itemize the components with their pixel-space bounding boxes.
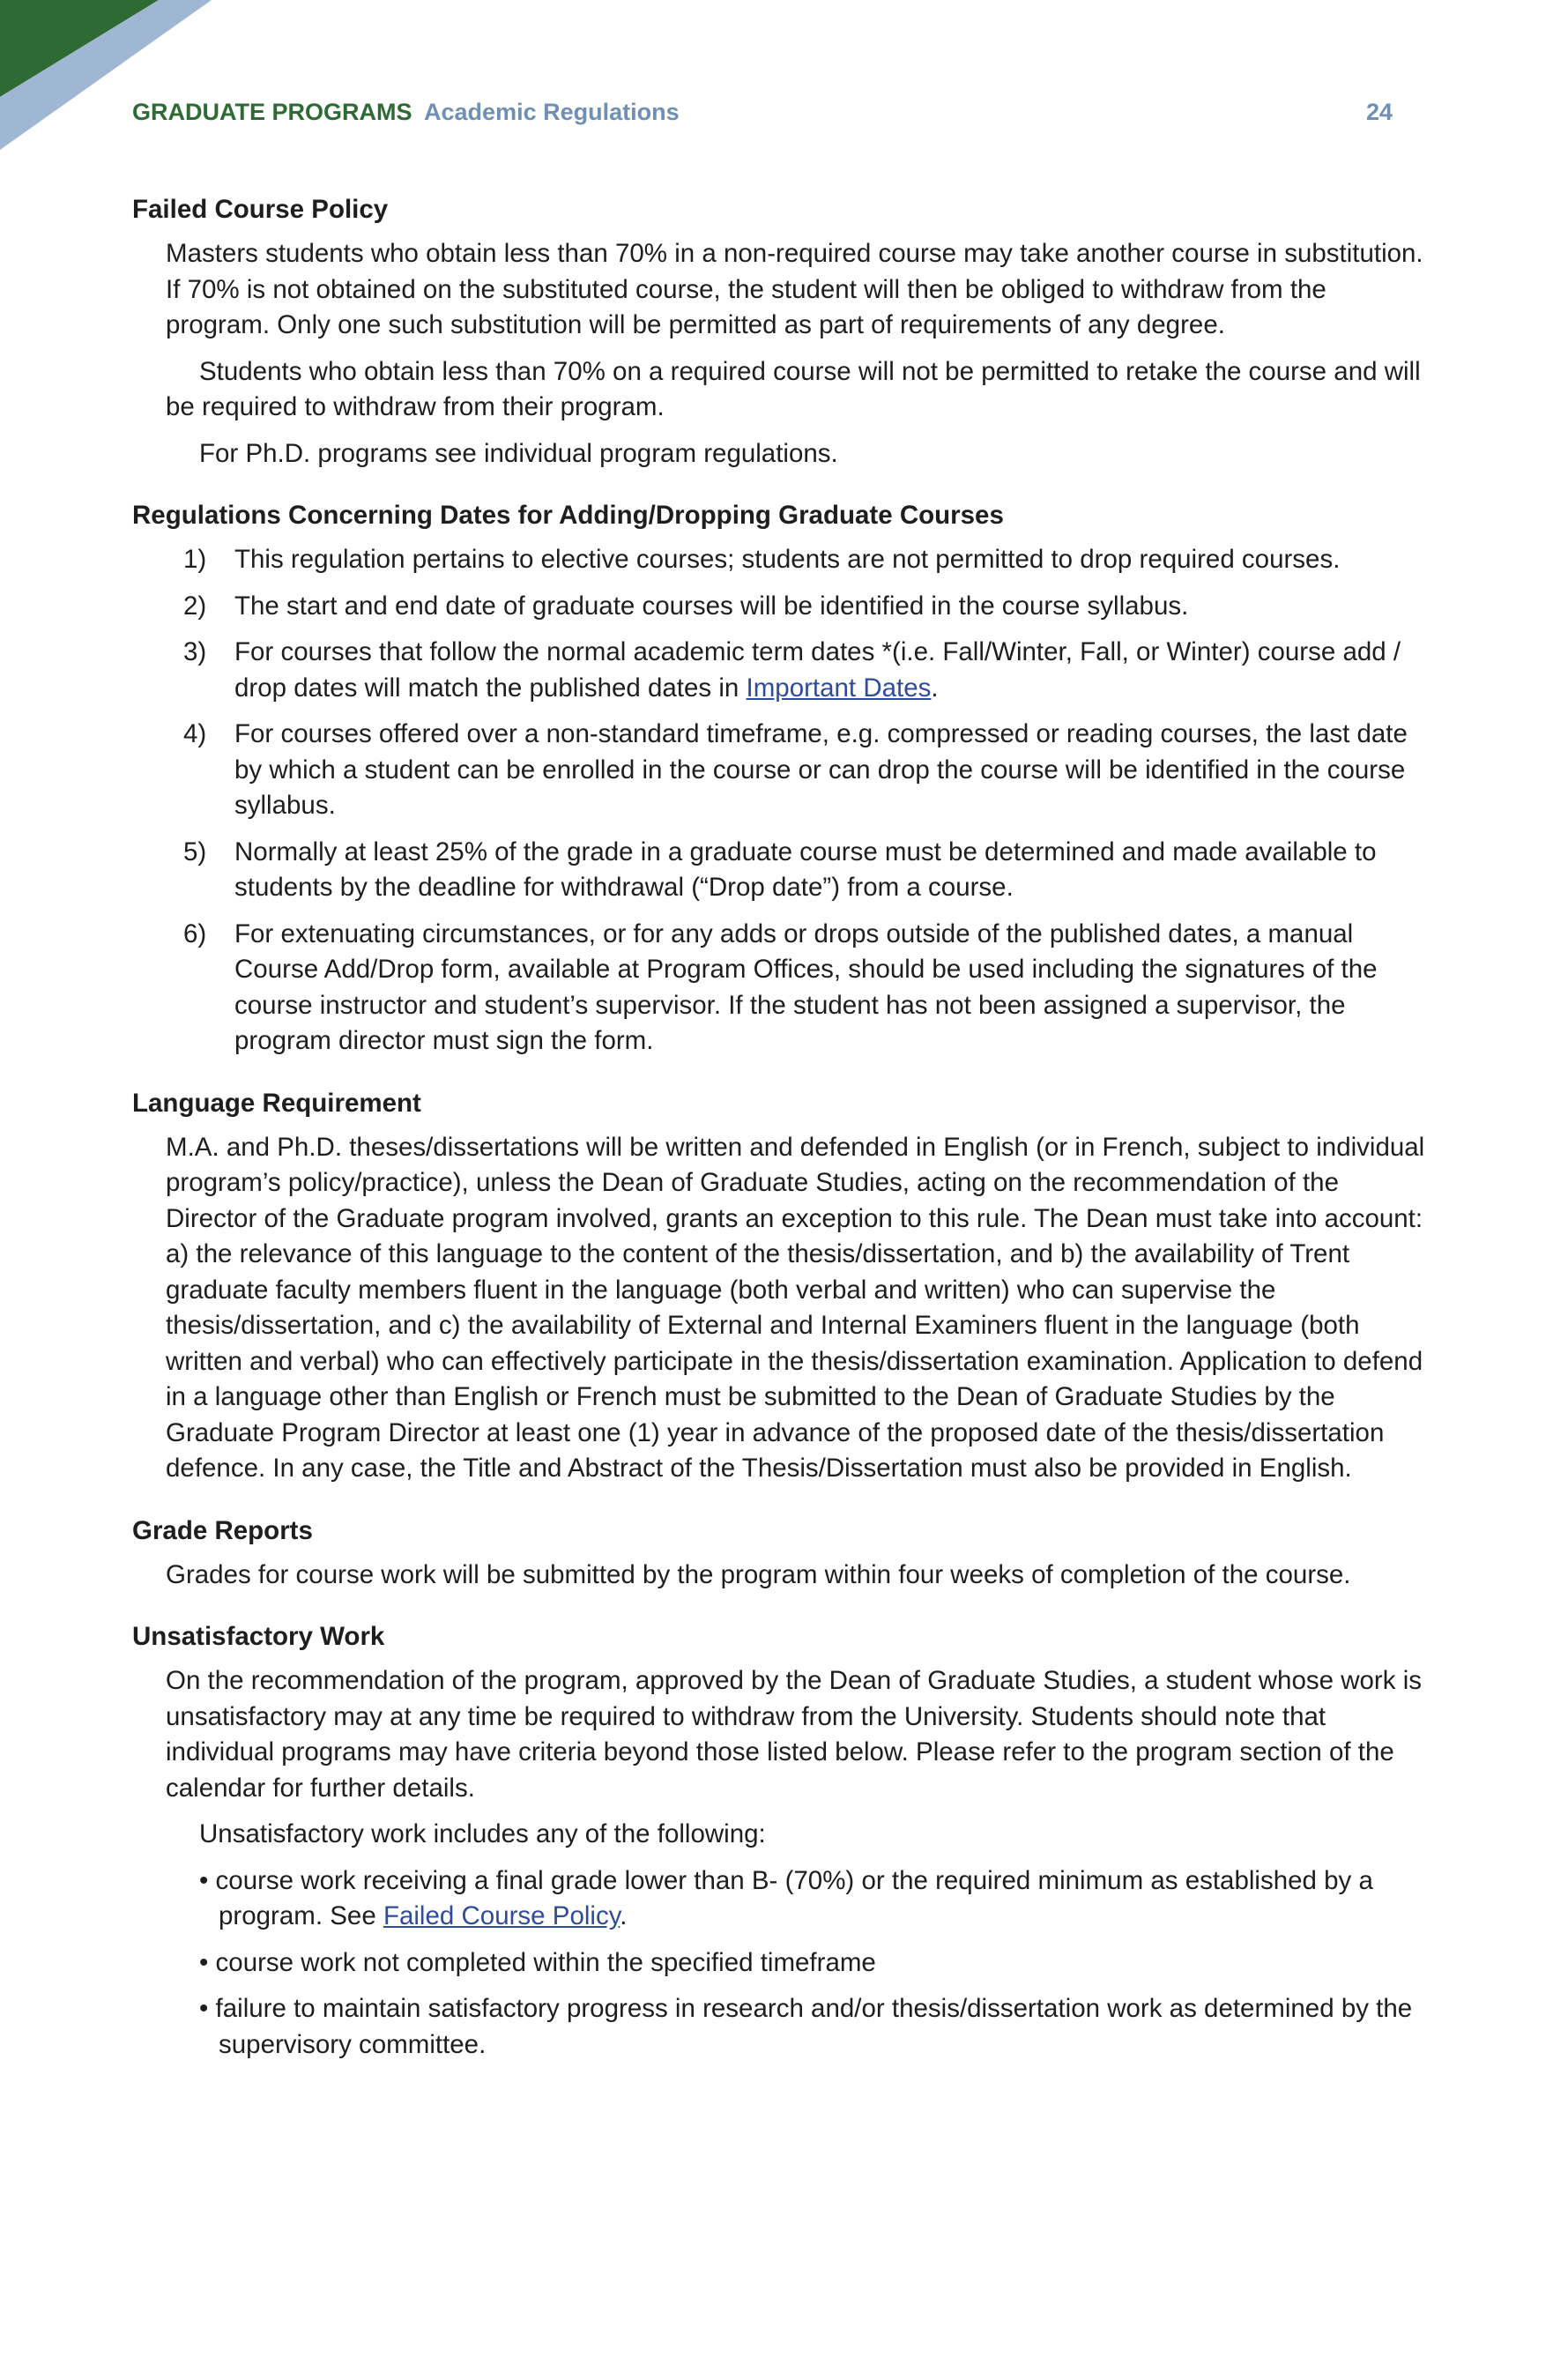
page-number: 24 bbox=[1365, 99, 1393, 125]
failed-course-paragraph-3: For Ph.D. programs see individual program regulations. bbox=[199, 438, 838, 468]
grade-reports-section bbox=[132, 1514, 1428, 1594]
list-number: 2) bbox=[183, 591, 207, 621]
unsatisfactory-paragraph-2: Unsatisfactory work includes any of the following: bbox=[199, 1819, 766, 1848]
list-item-text: course work not completed within the specified timeframe bbox=[215, 1947, 876, 1977]
add-drop-heading: Regulations Concerning Dates for Adding/Dropping Graduate Courses bbox=[132, 501, 1004, 530]
failed-course-heading: Failed Course Policy bbox=[132, 195, 389, 224]
list-item bbox=[183, 717, 1428, 824]
list-item bbox=[183, 835, 1428, 906]
list-number: 4) bbox=[183, 719, 207, 748]
list-number: 5) bbox=[183, 837, 207, 866]
failed-course-paragraph-1: Masters students who obtain less than 70% in a non-required course may take another course in substitution. If 70% is not obtained on the substituted course, the student will then be obliged to withdraw from the program. Only one such substitution will be permitted as part of requirements of any degree. bbox=[166, 239, 1423, 339]
unsatisfactory-list bbox=[132, 1863, 1428, 2064]
list-item-text: course work receiving a final grade lower than B- (70%) or the required minimum as established by a program. See bbox=[215, 1865, 1373, 1930]
list-item-text: For courses offered over a non-standard timeframe, e.g. compressed or reading courses, the last date by which a student can be enrolled in the course or can drop the course will be identified in the course syllabus. bbox=[234, 719, 1408, 820]
list-number: 6) bbox=[183, 919, 207, 948]
bullet-icon: • bbox=[199, 1865, 216, 1895]
bullet-icon: • bbox=[199, 1947, 216, 1977]
list-item-text: Normally at least 25% of the grade in a graduate course must be determined and made available to students by the deadline for withdrawal (“Drop date”) from a course. bbox=[234, 837, 1377, 902]
list-item-text-end: . bbox=[931, 673, 939, 703]
list-item bbox=[199, 1945, 1428, 1982]
language-heading: Language Requirement bbox=[132, 1088, 421, 1118]
list-item bbox=[183, 589, 1428, 625]
page-body bbox=[132, 192, 1428, 2089]
header-subsection: Academic Regulations bbox=[424, 99, 680, 125]
failed-course-section bbox=[132, 192, 1428, 472]
list-item bbox=[183, 542, 1428, 578]
list-number: 3) bbox=[183, 637, 207, 666]
add-drop-list bbox=[132, 542, 1428, 1060]
bullet-icon: • bbox=[199, 1994, 216, 2023]
list-item-text: The start and end date of graduate courses will be identified in the course syllabus. bbox=[234, 591, 1189, 621]
unsatisfactory-section bbox=[132, 1619, 1428, 2063]
list-item-text-end: . bbox=[620, 1901, 628, 1930]
add-drop-section bbox=[132, 498, 1428, 1060]
list-number: 1) bbox=[183, 545, 207, 574]
list-item-text: For extenuating circumstances, or for any adds or drops outside of the published dates, a manual Course Add/Drop form, available at Program Offices, should be used including the signatures of the course instructor and student’s supervisor. If the student has not been assigned a supervisor, the program director must sign the form. bbox=[234, 919, 1378, 1055]
failed-course-policy-link[interactable]: Failed Course Policy bbox=[383, 1901, 620, 1930]
failed-course-paragraph-2: Students who obtain less than 70% on a required course will not be permitted to retake the course and will be required to withdraw from their program. bbox=[166, 356, 1421, 421]
corner-decoration bbox=[0, 0, 212, 159]
list-item-text: This regulation pertains to elective courses; students are not permitted to drop required courses. bbox=[234, 545, 1341, 574]
grade-reports-heading: Grade Reports bbox=[132, 1515, 313, 1545]
list-item-text: failure to maintain satisfactory progress in research and/or thesis/dissertation work as determined by the supervisory committee. bbox=[215, 1994, 1413, 2059]
language-paragraph: M.A. and Ph.D. theses/dissertations will be written and defended in English (or in French, subject to individual program’s policy/practice), unless the Dean of Graduate Studies, acting on the recommendation of the Director of the Graduate program involved, grants an exception to this rule. The Dean must take into account: a) the relevance of this language to the content of the thesis/dissertation, and b) the availability of Trent graduate faculty members fluent in the language (both verbal and written) who can supervise the thesis/dissertation, and c) the availability of External and Internal Examiners fluent in the language (both written and verbal) who can effectively participate in the thesis/dissertation examination. Application to defend in a language other than English or French must be submitted to the Dean of Graduate Studies by the Graduate Program Director at least one (1) year in advance of the proposed date of the thesis/dissertation defence. In any case, the Title and Abstract of the Thesis/Dissertation must also be provided in English. bbox=[166, 1132, 1425, 1483]
important-dates-link[interactable]: Important Dates bbox=[746, 673, 932, 703]
running-header bbox=[132, 99, 1393, 134]
unsatisfactory-heading: Unsatisfactory Work bbox=[132, 1622, 385, 1651]
language-section bbox=[132, 1086, 1428, 1487]
unsatisfactory-paragraph-1: On the recommendation of the program, approved by the Dean of Graduate Studies, a student whose work is unsatisfactory may at any time be required to withdraw from the University. Students should note that individual programs may have criteria beyond those listed below. Please refer to the program section of the calendar for further details. bbox=[166, 1666, 1423, 1803]
list-item-text: For courses that follow the normal academic term dates *(i.e. Fall/Winter, Fall, or Winter) course add / drop dates will match the published dates in bbox=[234, 637, 1401, 703]
list-item bbox=[183, 635, 1428, 706]
header-section: GRADUATE PROGRAMS bbox=[132, 99, 412, 125]
grade-reports-paragraph: Grades for course work will be submitted by the program within four weeks of completion of the course. bbox=[166, 1559, 1351, 1589]
list-item bbox=[183, 917, 1428, 1060]
list-item bbox=[199, 1863, 1428, 1935]
list-item bbox=[199, 1991, 1428, 2063]
